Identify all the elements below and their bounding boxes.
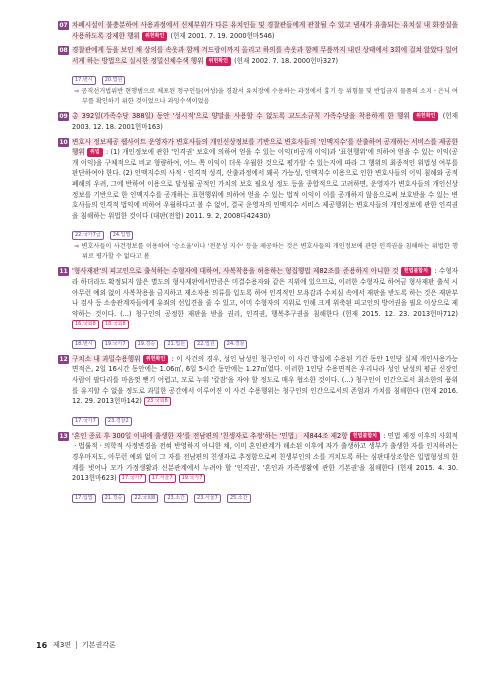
page-footer — [36, 640, 116, 650]
item-body: : 이 사건의 경우, 성인 남성인 청구인이 이 사건 방실에 수용된 기간 동안 1인당 실제 개인사용가능면적은, 2일 16시간 동안에는 1.06㎡, 6일 5시간 동안에는 1.27㎡였다. 이러한 1인당 수용면적은 우리나라 성인 남성의 평균 신장인 사람이 팔다리를 마음껏 뻗기 어렵고, 모로 누워 '칼잠'을 자야 할 정도로 매우 협소한 것이다. (...) 청구인이 인간으로서 최소한의 품위를 유지할 수 없을 정도로 과밀한 공간에서 이루어진 이 사건 수용행위는 청구인의 인간으로서의 존엄과 가치를 침해한다 — [72, 354, 458, 395]
citation: (헌재 2001. 7. 19. 2000헌마546) — [170, 31, 275, 40]
citation: (헌재 2015. 12. 23. 2013헌마712) — [342, 309, 458, 318]
exam-tags — [72, 485, 458, 504]
part-label: 제3편 — [53, 641, 72, 649]
item-number: 12 — [59, 355, 68, 363]
exam-tag: 19.국가7 — [102, 340, 129, 349]
exam-tag: 22.국가7급 — [72, 231, 104, 240]
exam-tag: 17.입법 — [72, 494, 96, 503]
page-content — [58, 20, 458, 508]
note: ⇒ 변호사들이 사건정보를 이용하여 '승소율'이나 '전문성 지수' 등을 제공하는 것은 변호사들의 개인정보에 관한 인격권을 침해하는 위법한 행위로 평가할 수 없다고 봄 — [74, 243, 458, 261]
exam-tag: 18.국회8 — [102, 320, 129, 329]
ruling-badge: 헌법불합치 — [401, 267, 431, 276]
item-text: 차폐시설이 불충분하여 사용과정에서 신체부위가 다른 유치인들 및 경찰관들에게 관찰될 수 있고 냄새가 유출되는 유치실 내 화장실을 사용하도록 강제한 행위 — [72, 21, 458, 40]
item-text: 구치소 내 과밀수용행위 — [72, 354, 141, 363]
list-item — [58, 111, 458, 132]
exam-tag: 23.경찰2 — [105, 417, 132, 426]
item-text: '형사재판'의 피고인으로 출석하는 수형자에 대하여, 사복착용을 허용하는 형집행법 제82조를 준용하지 아니한 것 — [72, 267, 399, 276]
item-number: 07 — [59, 22, 68, 29]
note: ⇒ 공직선거법위반 현행범으로 체포된 청구인들(여성)을 경찰서 유치장에 수용하는 과정에서 흉기 등 위험물 및 반입금지 물품의 소지ㆍ은닉 여부를 확인하기 위한 것이었으나 과잉수색이었음 — [74, 88, 458, 106]
exam-tag: 23.소간 — [164, 494, 188, 503]
item-number: 08 — [59, 47, 68, 55]
item-text: 변호사 정보제공 웹사이트 운영자가 변호사들의 개인신상정보를 기반으로 변호사들의 '인맥지수'를 산출하여 공개하는 서비스를 제공한 행위 — [72, 137, 458, 157]
item-text: 경찰관에게 등을 보인 채 상의를 속옷과 함께 겨드랑이까지 올리고 하의를 속옷과 함께 무릎까지 내린 상태에서 3회에 걸쳐 앉았다 일어서게 하는 방법으로 실시한 정밀신체수색 행위 — [72, 46, 458, 65]
item-body: : 민법 제정 이후의 사회적ㆍ법률적ㆍ의학적 사정변경을 전혀 반영하지 아니한 채, 이미 혼인관계가 해소된 이후에 자가 출생하고 생부가 출생한 자를 인지하려는 경우마저도, 아무런 예외 없이 그 자를 전남편의 친생자로 추정함으로써 친생부인의 소를 거치도록 하는 심판대상조항은 입법형성의 한계를 벗어나 모가 가정생활과 신분관계에서 누려야 할 '인격권', '혼인과 가족생활에 관한 기본권'을 침해한다 — [72, 431, 458, 472]
item-number: 13 — [59, 432, 68, 440]
exam-tag: 23.서울7 — [194, 494, 221, 503]
item-number: 10 — [59, 138, 68, 146]
ruling-badge: 위헌확인 — [143, 355, 168, 364]
page-number: 16 — [36, 640, 48, 650]
exam-tag: 17.국가7 — [119, 474, 146, 483]
list-item — [58, 266, 458, 350]
exam-tag: 16.국회8 — [72, 320, 99, 329]
ruling-badge: 위헌확인 — [413, 112, 438, 121]
arrow-icon: ⇒ — [74, 88, 82, 96]
citation: (대판(전합) 2011. 9. 2, 2008다42430) — [150, 211, 271, 220]
exam-tag: 20.법원 — [102, 76, 126, 85]
exam-tag: 23.국회8 — [144, 397, 171, 406]
exam-tags — [72, 408, 458, 427]
list-item — [58, 20, 458, 41]
citation: (헌재 2015. 4. 30. 2013헌마623) — [72, 463, 459, 483]
exam-tag: 21.법원 — [164, 340, 188, 349]
item-number: 09 — [59, 113, 68, 121]
item-text: '혼인 종료 후 300일 이내에 출생한 자'를 전남편의 '친생자로 추정'하는 '민법」 제844조 제2항 — [72, 431, 348, 440]
exam-tag: 17.서울7 — [149, 474, 176, 483]
exam-tag: 19.경승 — [135, 340, 159, 349]
ruling-badge: 위헌확인 — [142, 32, 167, 41]
exam-tag: 18.변시 — [72, 340, 96, 349]
exam-tags — [72, 222, 458, 241]
exam-tag: 19.국가7 — [179, 474, 206, 483]
exam-tag: 17.국가7 — [72, 417, 99, 426]
part-title: 기본권각론 — [81, 641, 116, 649]
ruling-badge: 위헌확인 — [206, 57, 231, 66]
exam-tag: 24.경찰 — [224, 340, 248, 349]
exam-tags — [72, 67, 458, 86]
list-item — [58, 45, 458, 107]
exam-tag: 25.소간 — [227, 494, 251, 503]
exam-tag: 17.변시 — [72, 76, 96, 85]
exam-tags — [72, 331, 458, 350]
item-body: : (1) 개인정보에 관한 '인격권' 보호에 의하여 얻을 수 있는 이익(비공개 이익)과 '표현행위'에 의하여 얻을 수 있는 이익(공개 이익)을 구체적으로 비교 형량하여, 어느 쪽 이익이 더욱 우월한 것으로 평가할 수 있는지에 따라 그 행위의 최종적인 위법성 여부를 판단하여야 한다. (2) 인맥지수의 사적ㆍ인격적 성격, 산출과정에서 왜곡 가능성, 인맥지수 이용으로 인한 변호사들의 이익 침해와 공적 폐해의 우려, 그에 반하여 이용으로 달성될 공적인 가치의 보호 필요성 정도 등을 종합적으로 고려하면, 운영자가 변호사들의 개인신상정보를 기반으로 한 인맥지수를 공개하는 표현행위에 의하여 얻을 수 있는 법적 이익이 이를 공개하지 않음으로써 보호받을 수 있는 변호사들의 인격적 법익에 비하여 우월하다고 볼 수 없어, 결국 운영자의 인맥지수 서비스 제공행위는 변호사들의 개인정보에 관한 인격권을 침해하는 위법한 것이다 — [72, 148, 458, 220]
arrow-icon: ⇒ — [74, 243, 82, 251]
exam-tag: 22.법원 — [194, 340, 218, 349]
divider — [76, 641, 77, 649]
ruling-badge: 헌법불합치 — [350, 432, 380, 441]
item-body: : 수형자라 하더라도 확정되지 않은 별도의 형사재판에서만큼은 미결수용자와 같은 지위에 있으므로, 이러한 수형자로 하여금 형사재판 출석 시 아무런 예외 없이 사복착용을 금지하고 재소자용 의류를 입도록 하여 인격적인 모욕감과 수치심 속에서 재판을 받도록 하는 것은 재판부나 검사 등 소송관계자들에게 유죄의 선입견을 줄 수 있고, 이미 수형자의 지위로 인해 크게 위축된 피고인의 방어권을 필요 이상으로 제약하는 것이다. (...) 청구인의 공정한 재판을 받을 권리, 인격권, 행복추구권을 침해한다 — [72, 267, 458, 318]
item-text: 총 392일(가족수당 388일) 동안 '성시적'으로 양말을 사용할 수 없도록 교도소규칙 가족수당을 착용하게 한 행위 — [72, 112, 410, 121]
exam-tag: 24.입법 — [110, 231, 134, 240]
exam-tag: 21.경승 — [102, 494, 126, 503]
item-number: 11 — [59, 268, 68, 276]
citation: (헌재 2016. 12. 29. 2013헌마142) — [72, 386, 458, 406]
citation: (헌재 2002. 7. 18. 2000헌마327) — [234, 56, 339, 65]
list-item — [58, 137, 458, 263]
list-item — [58, 431, 458, 504]
ruling-badge: 위법 — [87, 148, 103, 157]
citation: (헌재 2003. 12. 18. 2001헌마163) — [72, 112, 458, 131]
exam-tag: 22.국회8 — [131, 494, 158, 503]
list-item — [58, 354, 458, 427]
